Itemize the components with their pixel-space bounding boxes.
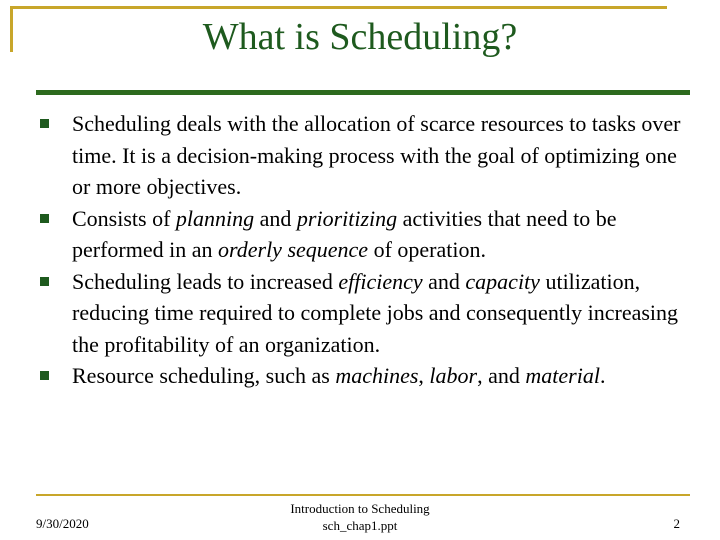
bullet-text: of operation. bbox=[368, 237, 486, 262]
bullet-list bbox=[40, 108, 690, 392]
footer-divider bbox=[36, 494, 690, 496]
footer-title bbox=[260, 500, 460, 534]
bullet-text: activities that need to be performed in an bbox=[72, 205, 617, 262]
square-bullet-icon bbox=[40, 371, 49, 380]
bullet-emphasis: capacity bbox=[465, 268, 540, 294]
bullet-item bbox=[40, 203, 690, 266]
bullet-emphasis: labor bbox=[429, 363, 478, 388]
bullet-text: , bbox=[418, 363, 430, 388]
square-bullet-icon bbox=[40, 214, 49, 223]
bullet-text: Resource scheduling, such as bbox=[72, 363, 336, 388]
bullet-item bbox=[40, 108, 690, 203]
bullet-emphasis: prioritizing bbox=[296, 205, 398, 231]
title-divider bbox=[36, 90, 690, 95]
bullet-emphasis: planning bbox=[175, 205, 255, 231]
bullet-emphasis: orderly sequence bbox=[218, 237, 369, 262]
footer-date: 9/30/2020 bbox=[36, 516, 89, 531]
top-frame-line bbox=[10, 6, 667, 9]
slide-title: What is Scheduling? bbox=[202, 16, 518, 58]
bullet-emphasis: material bbox=[525, 363, 600, 388]
bullet-text: . bbox=[599, 363, 606, 388]
bullet-emphasis: machines bbox=[335, 363, 419, 388]
footer-title-line1: Introduction to Scheduling bbox=[290, 501, 430, 516]
bullet-text: Scheduling deals with the allocation of scarce resources to tasks over time. It is a decision-making process with the goal of optimizing one or more objectives. bbox=[72, 111, 681, 199]
bullet-text: and bbox=[254, 205, 297, 231]
bullet-text: and bbox=[422, 268, 466, 294]
slide-body bbox=[40, 108, 690, 392]
bullet-text: , and bbox=[477, 363, 526, 388]
bullet-emphasis: efficiency bbox=[338, 268, 423, 294]
footer-title-line2: sch_chap1.ppt bbox=[322, 518, 398, 533]
page-number: 2 bbox=[673, 516, 680, 531]
square-bullet-icon bbox=[40, 277, 49, 286]
bullet-text: utilization, reducing time required to complete jobs and consequently increasing the profitability of an organization. bbox=[72, 268, 679, 357]
square-bullet-icon bbox=[40, 119, 49, 128]
bullet-text: Consists of bbox=[72, 205, 176, 231]
bullet-item bbox=[40, 266, 690, 361]
bullet-item bbox=[40, 360, 690, 392]
bullet-text: Scheduling leads to increased bbox=[72, 268, 339, 294]
